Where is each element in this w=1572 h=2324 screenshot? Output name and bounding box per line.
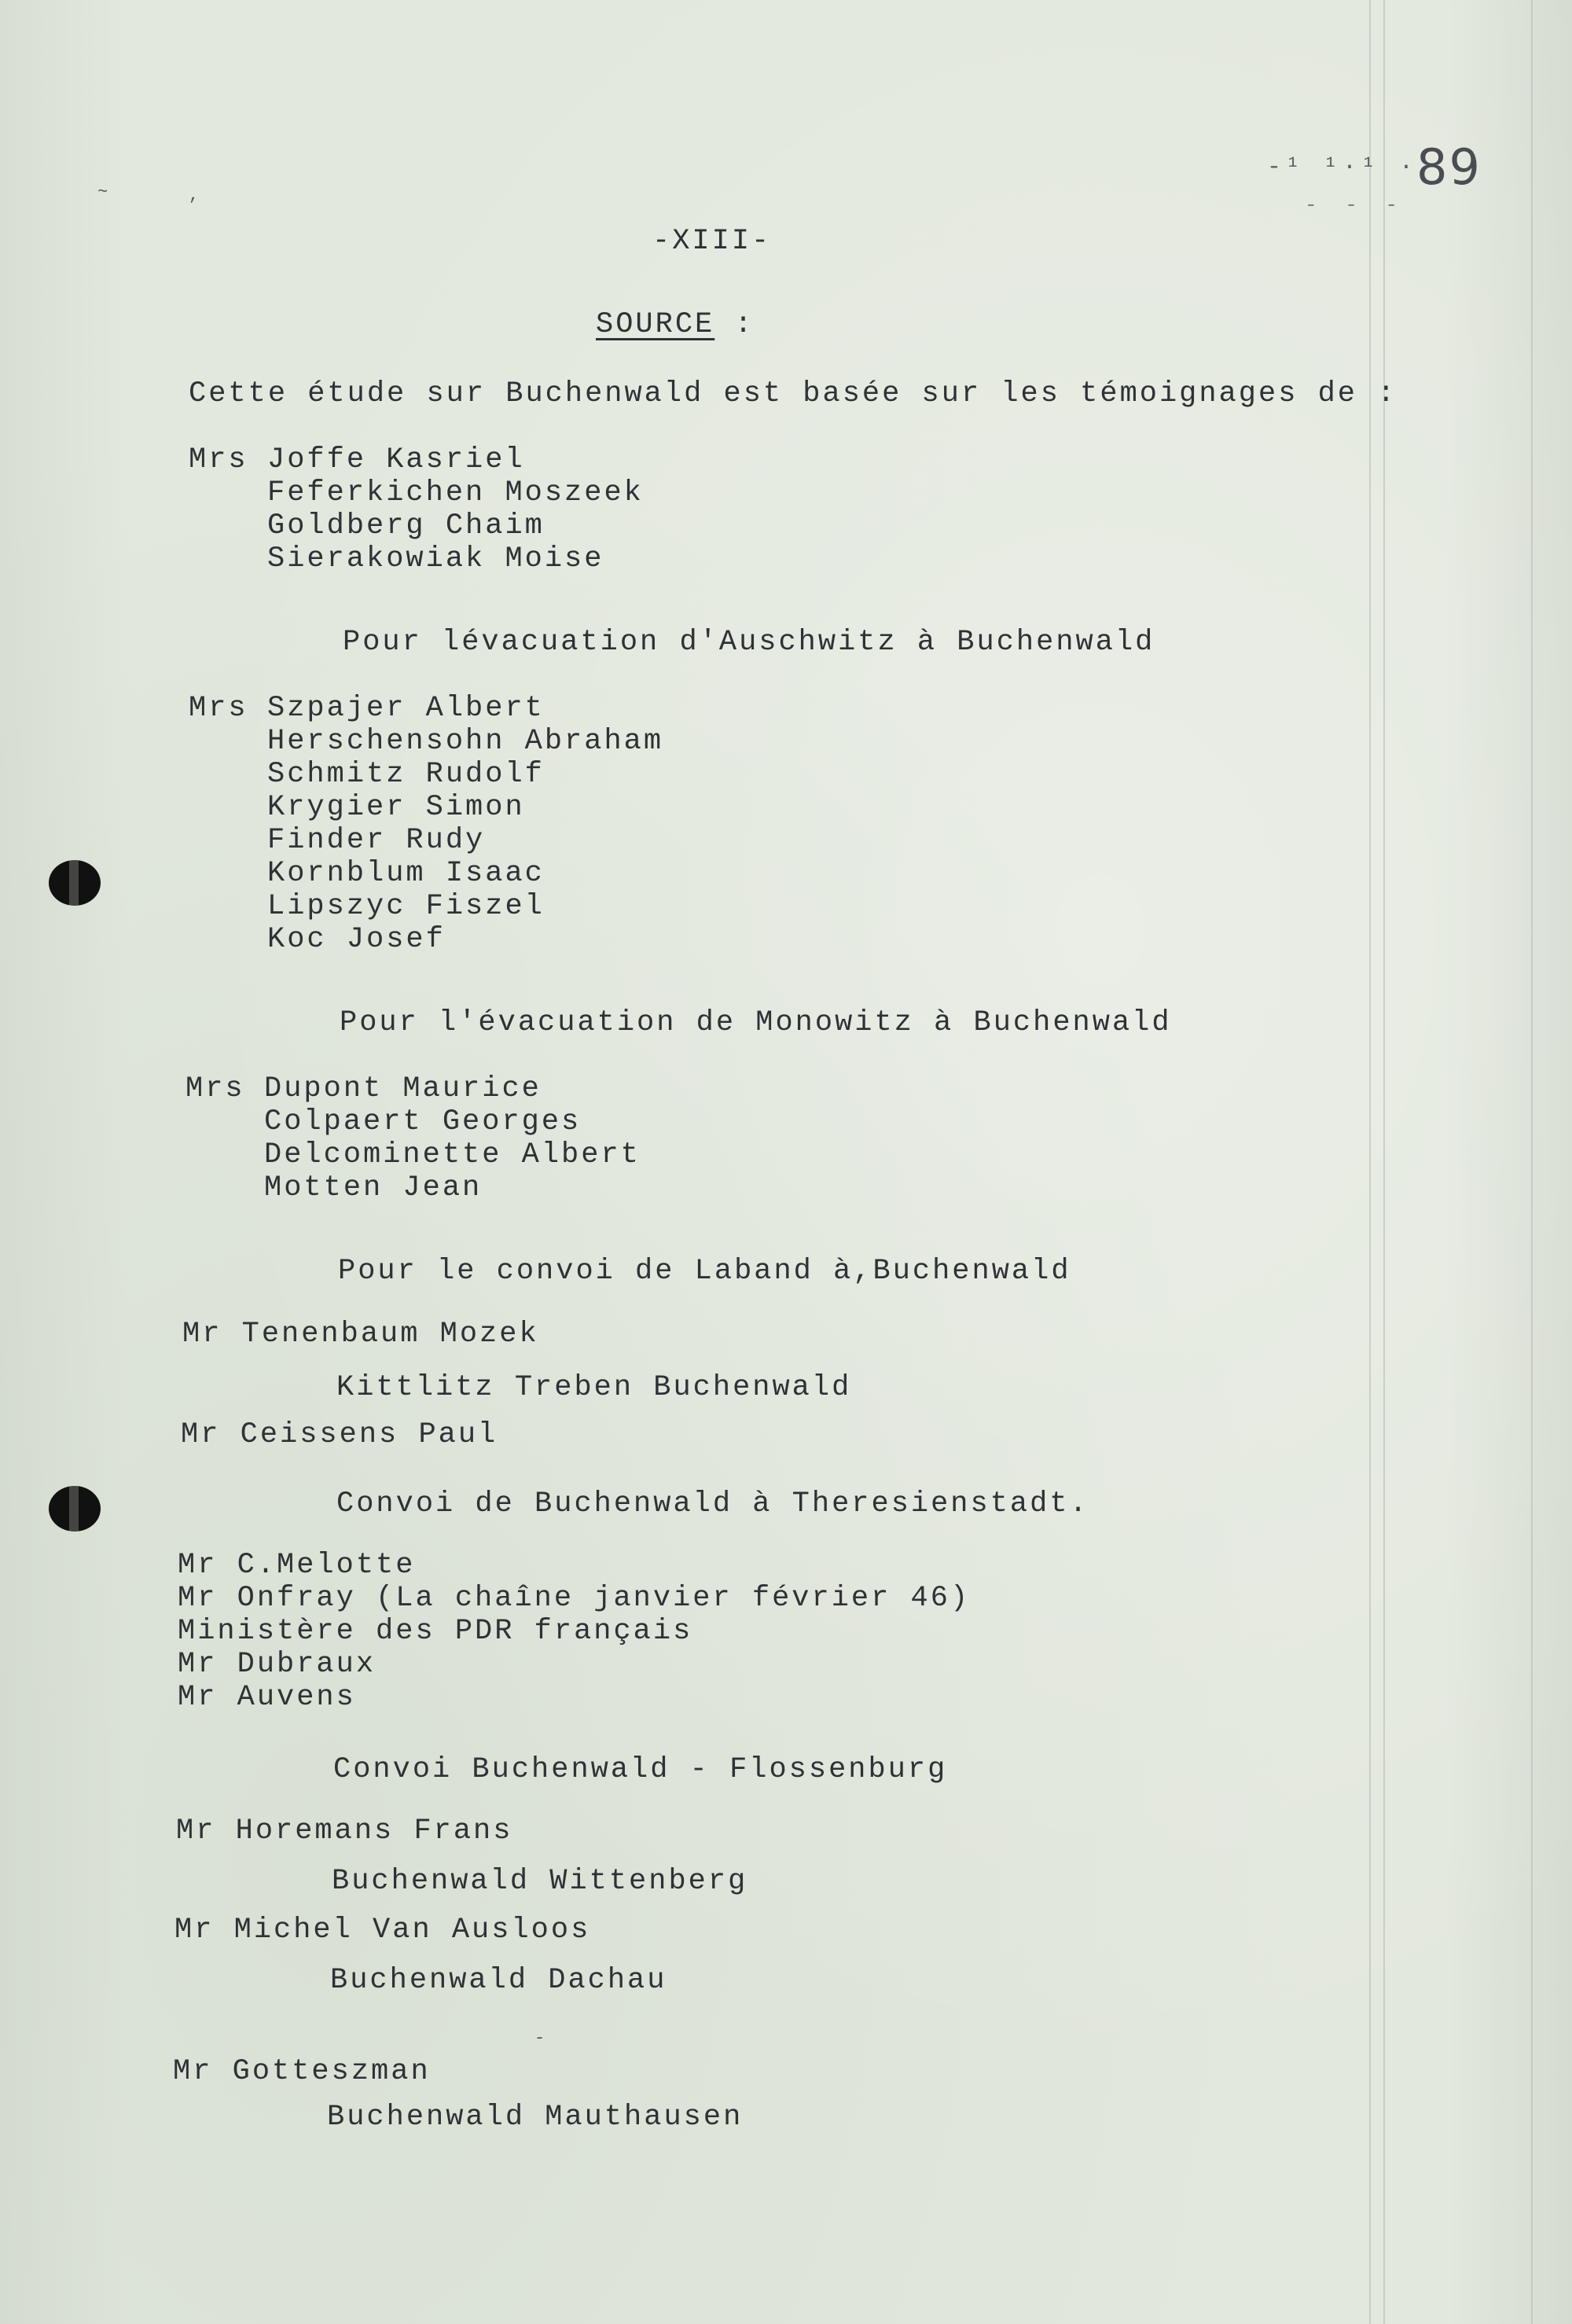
fold-line — [1383, 0, 1385, 2324]
witness-line: Mr Michel Van Ausloos — [174, 1914, 591, 1947]
group-prefix: Mrs — [189, 692, 248, 725]
witness-line: Mr Tenenbaum Mozek — [182, 1318, 539, 1351]
punch-hole — [49, 1486, 101, 1532]
witness-name: Lipszyc Fiszel — [267, 890, 545, 923]
source-line: Ministère des PDR français — [178, 1615, 693, 1648]
group-prefix: Mrs — [189, 443, 248, 476]
witness-line: Mr Gotteszman — [173, 2055, 431, 2088]
witness-name: Dupont Maurice — [264, 1072, 542, 1105]
group-prefix: Mrs — [185, 1072, 245, 1105]
convoy-caption: Buchenwald Wittenberg — [332, 1865, 748, 1898]
witness-name: Szpajer Albert — [267, 692, 545, 725]
stray-mark: - — [534, 2028, 545, 2048]
witness-name: Goldberg Chaim — [267, 509, 545, 542]
witness-name: Joffe Kasriel — [267, 443, 525, 476]
punch-hole — [49, 860, 101, 906]
source-heading-text: SOURCE — [596, 308, 715, 341]
witness-name: Herschensohn Abraham — [267, 725, 664, 758]
witness-line: Mr Horemans Frans — [176, 1815, 513, 1848]
witness-name: Sierakowiak Moise — [267, 542, 604, 575]
corner-marks: -¹ ¹·¹ · — [1267, 154, 1419, 181]
witness-name: Colpaert Georges — [264, 1105, 582, 1138]
intro-line: Cette étude sur Buchenwald est basée sur les témoignages de : — [189, 377, 1398, 410]
convoy-caption: Convoi Buchenwald - Flossenburg — [333, 1753, 948, 1786]
page-number: 89 — [1416, 138, 1482, 196]
convoy-caption: Buchenwald Mauthausen — [327, 2101, 744, 2134]
witness-name: Schmitz Rudolf — [267, 758, 545, 791]
stray-mark: , — [189, 186, 200, 205]
witness-name: Feferkichen Moszeek — [267, 476, 644, 509]
convoy-caption: Convoi de Buchenwald à Theresienstadt. — [336, 1487, 1089, 1521]
convoy-caption: Pour lévacuation d'Auschwitz à Buchenwald — [343, 626, 1155, 659]
source-line: Mr Onfray (La chaîne janvier février 46) — [178, 1582, 971, 1615]
convoy-caption: Buchenwald Dachau — [330, 1964, 667, 1997]
witness-line: Mr Ceissens Paul — [181, 1418, 498, 1451]
fold-line — [1369, 0, 1371, 2324]
fold-line — [1531, 0, 1533, 2324]
corner-dashes: - - - — [1305, 193, 1406, 217]
convoy-caption: Pour le convoi de Laband à,Buchenwald — [338, 1255, 1071, 1288]
witness-name: Koc Josef — [267, 923, 446, 956]
source-line: Mr Dubraux — [178, 1648, 376, 1681]
source-line: Mr C.Melotte — [178, 1549, 416, 1582]
witness-name: Motten Jean — [264, 1171, 483, 1204]
witness-name: Kornblum Isaac — [267, 857, 545, 890]
section-numeral: -XIII- — [652, 225, 772, 258]
convoy-caption: Kittlitz Treben Buchenwald — [336, 1371, 852, 1404]
convoy-caption: Pour l'évacuation de Monowitz à Buchenwald — [340, 1006, 1172, 1039]
witness-name: Krygier Simon — [267, 791, 525, 824]
source-line: Mr Auvens — [178, 1681, 356, 1714]
source-heading — [596, 308, 755, 341]
source-heading-colon: : — [734, 308, 755, 341]
witness-name: Finder Rudy — [267, 824, 486, 857]
stray-mark: ~ — [97, 182, 108, 202]
witness-name: Delcominette Albert — [264, 1138, 641, 1171]
